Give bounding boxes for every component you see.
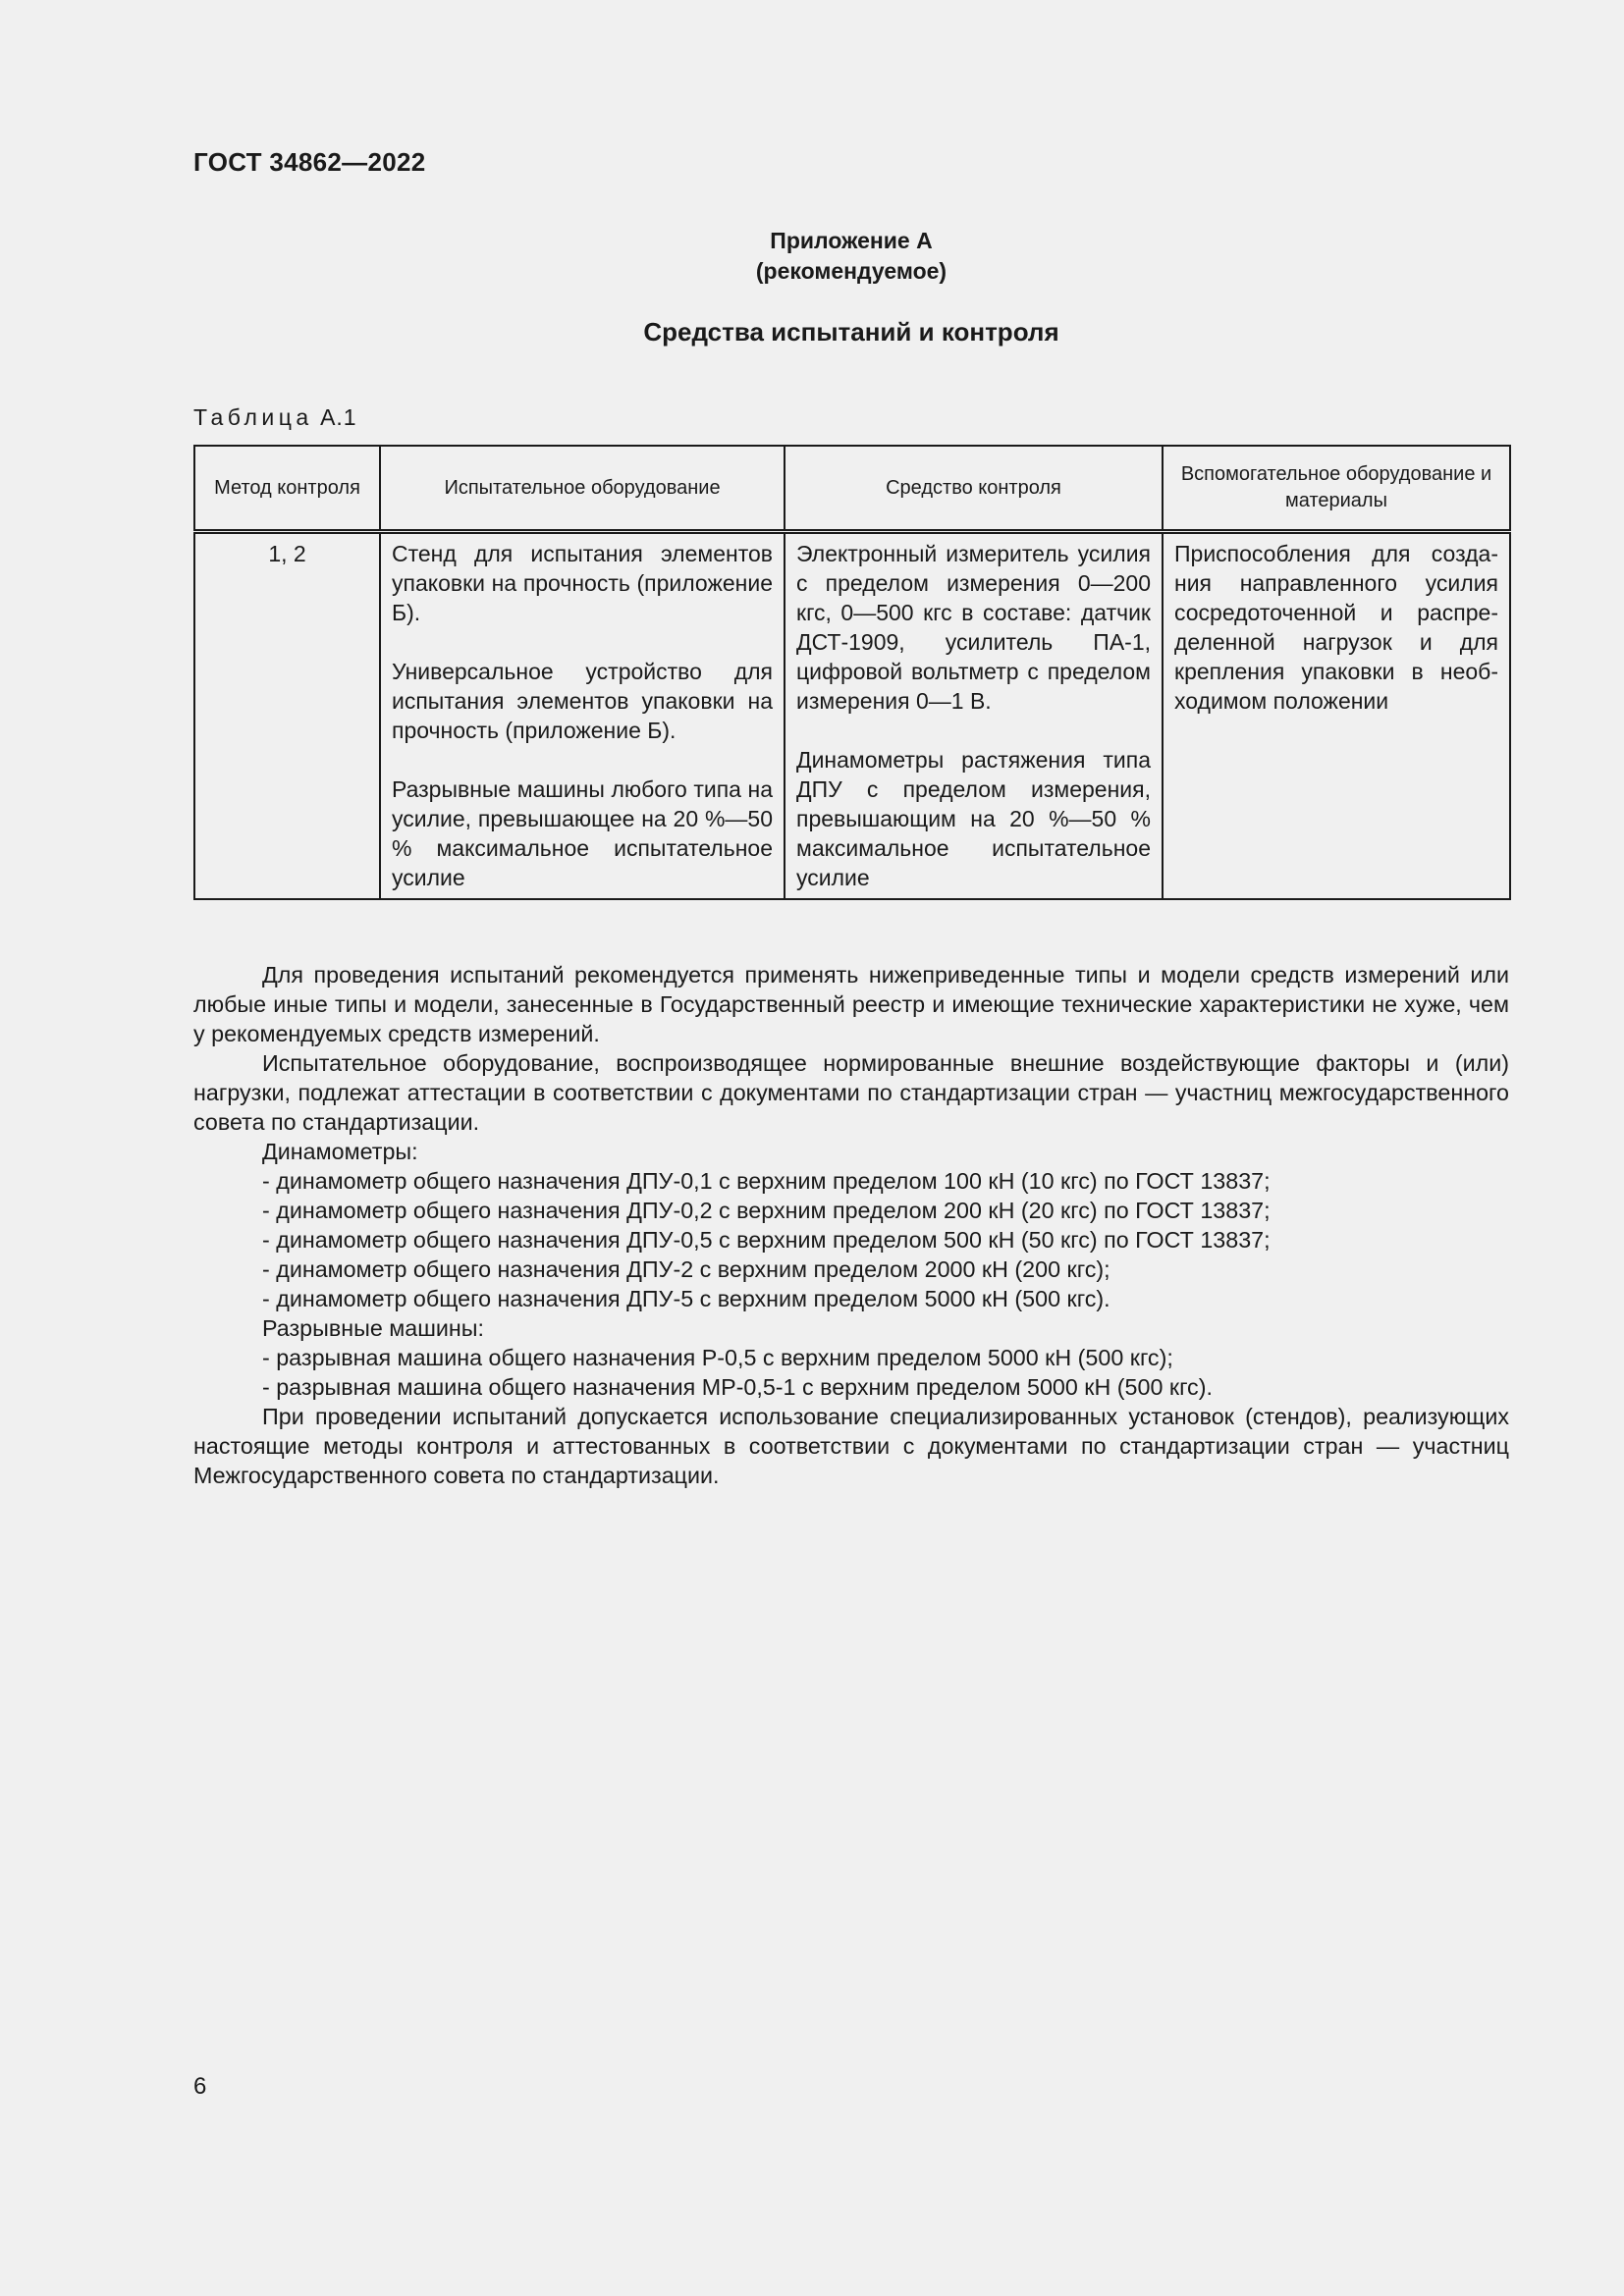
equipment-item: Универсальное устройство для испытания элементов упаковки на прочность (приложение Б). — [392, 659, 773, 743]
control-item: Динамометры растяжения типа ДПУ с пределом измерения, превышающим на 20 %—50 % максимальное испытательное усилие — [796, 747, 1151, 890]
body-text — [193, 960, 1509, 1490]
list-item: - разрывная машина общего назначения МР-0,5-1 с верхним пределом 5000 кН (500 кгс). — [262, 1374, 1213, 1400]
method-value: 1, 2 — [268, 541, 306, 566]
header-control-means: Средство контроля — [785, 446, 1163, 532]
list-item: - динамометр общего назначения ДПУ-0,2 с верхним пределом 200 кН (20 кгс) по ГОСТ 13837; — [262, 1198, 1271, 1223]
list-item: - динамометр общего назначения ДПУ-0,1 с верхним пределом 100 кН (10 кгс) по ГОСТ 13837; — [262, 1168, 1271, 1194]
appendix-heading — [193, 226, 1509, 287]
document-code: ГОСТ 34862—2022 — [193, 147, 426, 177]
paragraph: Для проведения испытаний рекомендуется применять нижеприведенные типы и модели средств измерений или любые иные типы и модели, занесенные в Государственный реестр и имеющие технические характеристики не хуже, чем у рекомендуемых средств измерений. — [193, 962, 1509, 1046]
table-header-row — [194, 446, 1510, 532]
appendix-title: Приложение А — [770, 228, 933, 253]
cell-control-means — [785, 532, 1163, 900]
list-item: - динамометр общего назначения ДПУ-2 с верхним пределом 2000 кН (200 кгс); — [262, 1256, 1110, 1282]
auxiliary-item: Приспособления для создания направленного усилия сосредоточенной и распределенной нагрузок и для крепления упаковки в необходимом положении — [1174, 541, 1498, 714]
paragraph: Испытательное оборудование, воспроизводящее нормированные внешние воздействующие факторы и (или) нагрузки, подлежат аттестации в соответствии с документами по стандартизации стран — участниц межгосударственного совета по стандартизации. — [193, 1050, 1509, 1135]
list-item: - динамометр общего назначения ДПУ-5 с верхним пределом 5000 кН (500 кгс). — [262, 1286, 1110, 1311]
header-auxiliary: Вспомогательное оборудование и материалы — [1163, 446, 1510, 532]
page-number: 6 — [193, 2073, 207, 2100]
cell-test-equipment — [380, 532, 785, 900]
control-item: Электронный измеритель усилия с пределом измерения 0—200 кгс, 0—500 кгс в составе: датчик ДСТ-1909, усилитель ПА-1, цифровой вольтметр с пределом измерения 0—1 В. — [796, 541, 1151, 714]
equipment-item: Стенд для испытания элементов упаковки на прочность (приложение Б). — [392, 541, 773, 625]
machines-heading: Разрывные машины: — [262, 1315, 485, 1341]
appendix-status: (рекомендуемое) — [755, 258, 947, 284]
header-test-equipment: Испытательное оборудование — [380, 446, 785, 532]
table-caption-number: А.1 — [320, 404, 357, 430]
paragraph: При проведении испытаний допускается использование специализированных установок (стендов), реализующих настоящие методы контроля и аттестованных в соответствии с документами по стандартизации стран — участниц Межгосударственного совета по стандартизации. — [193, 1404, 1509, 1488]
equipment-table — [193, 445, 1511, 900]
table-caption — [193, 404, 357, 431]
list-item: - динамометр общего назначения ДПУ-0,5 с верхним пределом 500 кН (50 кгс) по ГОСТ 13837; — [262, 1227, 1271, 1253]
table-row — [194, 532, 1510, 900]
section-title: Средства испытаний и контроля — [643, 317, 1059, 347]
cell-method — [194, 532, 380, 900]
cell-auxiliary — [1163, 532, 1510, 900]
table-caption-word: Таблица — [193, 404, 313, 430]
dynamometers-heading: Динамометры: — [262, 1139, 418, 1164]
equipment-item: Разрывные машины любого типа на усилие, превышающее на 20 %—50 % максимальное испытательное усилие — [392, 776, 773, 890]
header-method: Метод контроля — [194, 446, 380, 532]
list-item: - разрывная машина общего назначения Р-0,5 с верхним пределом 5000 кН (500 кгс); — [262, 1345, 1173, 1370]
